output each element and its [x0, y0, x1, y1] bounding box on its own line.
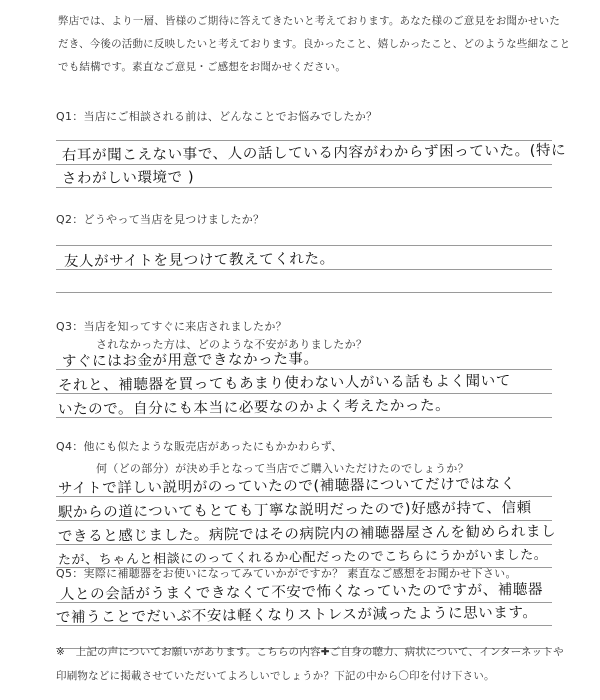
- intro-line: でも結構です。素直なご意見・ご感想をお聞かせください。: [58, 61, 347, 73]
- q5-question: Q5：実際に補聴器をお使いになってみていかがですか？ 素直なご感想をお聞かせ下さい。: [56, 567, 517, 580]
- q3-answer-line: それと、補聴器を買ってもあまり使わない人がいる話もよく聞いて: [57, 373, 511, 395]
- q5-answer-line: 人との会話がうまくできなくて不安で怖くなっていたのですが、補聴器: [59, 581, 544, 604]
- q2-question: Q2：どうやって当店を見つけましたか？: [56, 213, 265, 226]
- q3-subquestion: されなかった方は、どのような不安がありましたか？: [96, 338, 368, 351]
- q3-answer-line: いたので。自分にも本当に必要なのかよく考えたかった。: [57, 397, 451, 419]
- q1-question: Q1：当店にご相談される前は、どんなことでお悩みでしたか？: [56, 110, 378, 123]
- ruled-line: [56, 245, 552, 246]
- q2-answer-line: 友人がサイトを見つけて教えてくれた。: [63, 251, 335, 271]
- q4-answer-line: 駅からの道についてもとても丁寧な説明だったので)好感が持て、信頼: [57, 500, 532, 522]
- footer-note: [56, 640, 576, 688]
- intro-line: 弊店では、より一層、皆様のご期待に答えてきたいと考えております。あなた様のご意見をお聞かせいた: [58, 15, 561, 27]
- footer-line: ※ 上記の声についてお願いがあります。こちらの内容✚ご自身の聴力、病状について、インターネットや: [56, 646, 564, 658]
- intro-line: だき、今後の活動に反映したいと考えております。良かったこと、嬉しかったこと、どのような些細なこと: [58, 38, 571, 50]
- q4-answer-line: たが、ちゃんと相談にのってくれるか心配だったのでこちらにうかがいました。: [57, 547, 548, 568]
- q4-answer-line: できると感じました。病院ではその病院内の補聴器屋さんを勧められまし: [57, 523, 557, 546]
- footer-line: 印刷物などに掲載させていただいてよろしいでしょうか？下記の中から〇印を付け下さい。: [56, 670, 495, 682]
- intro-text: [58, 10, 578, 79]
- q1-answer-line: 右耳が聞こえない事で、人の話している内容がわからず困っていた。(特に: [61, 142, 567, 165]
- q4-answer-line: サイトで詳しい説明がのっていたので(補聴器についてだけではなく: [57, 476, 516, 498]
- ruled-line: [56, 292, 552, 293]
- q4-subquestion: 何（どの部分）が決め手となって当店でご購入いただけたのでしょうか？: [96, 462, 469, 475]
- q1-answer-line: さわがしい環境で ): [61, 169, 195, 188]
- q3-question: Q3：当店を知ってすぐに来店されましたか？: [56, 320, 287, 333]
- q4-question: Q4：他にも似たような販売店があったにもかかわらず、: [56, 440, 343, 453]
- q5-answer-line: で補うことでだいぶ不安は軽くなりストレスが減ったように思います。: [55, 604, 538, 627]
- q3-answer-line: すぐにはお金が用意できなかった事。: [61, 351, 319, 371]
